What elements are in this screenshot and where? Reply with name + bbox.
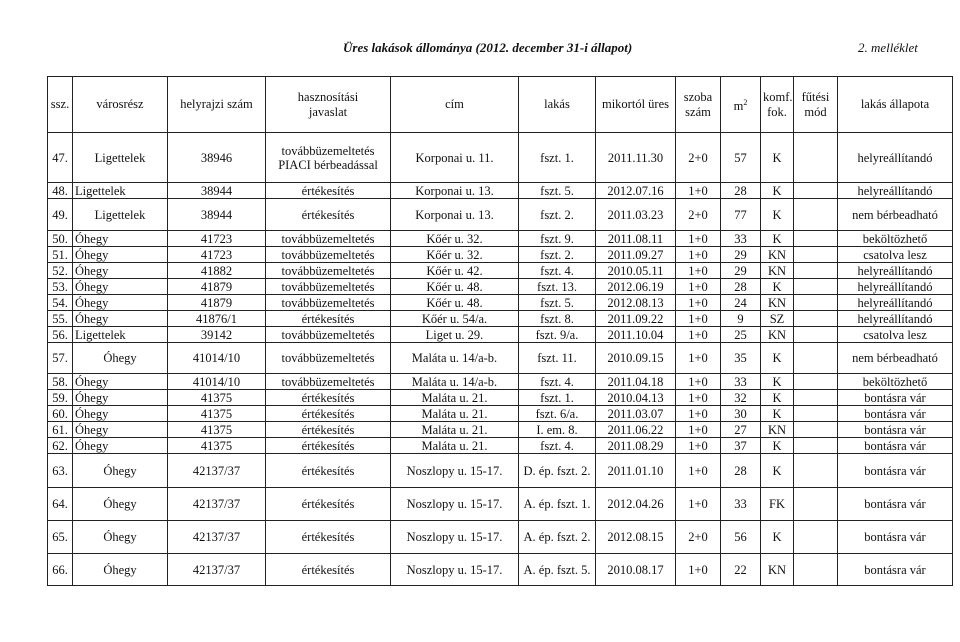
cell-komf: K xyxy=(761,231,794,247)
cell-komf: KN xyxy=(761,554,794,586)
vacant-flats-table xyxy=(47,76,953,586)
cell-hrsz: 39142 xyxy=(168,327,266,343)
cell-cim: Maláta u. 14/a-b. xyxy=(391,343,519,374)
cell-mikortol: 2010.05.11 xyxy=(596,263,676,279)
table-row xyxy=(48,422,953,438)
cell-komf: KN xyxy=(761,295,794,311)
cell-m2: 33 xyxy=(721,488,761,521)
cell-cim: Korponai u. 11. xyxy=(391,133,519,183)
table-row xyxy=(48,343,953,374)
cell-cim: Noszlopy u. 15-17. xyxy=(391,488,519,521)
cell-varosresz: Óhegy xyxy=(73,231,168,247)
cell-mikortol: 2010.09.15 xyxy=(596,343,676,374)
cell-lakas: fszt. 4. xyxy=(519,438,596,454)
cell-allapot: bontásra vár xyxy=(838,454,953,488)
cell-hasznositas: értékesítés xyxy=(266,438,391,454)
cell-futes xyxy=(794,279,838,295)
cell-m2: 33 xyxy=(721,374,761,390)
cell-allapot: helyreállítandó xyxy=(838,311,953,327)
cell-lakas: fszt. 9. xyxy=(519,231,596,247)
cell-komf: FK xyxy=(761,488,794,521)
table-row xyxy=(48,311,953,327)
cell-futes xyxy=(794,390,838,406)
table-row xyxy=(48,327,953,343)
cell-komf: K xyxy=(761,199,794,231)
cell-szoba: 1+0 xyxy=(676,406,721,422)
cell-ssz: 64. xyxy=(48,488,73,521)
cell-m2: 29 xyxy=(721,247,761,263)
cell-m2: 9 xyxy=(721,311,761,327)
col-allapot: lakás állapota xyxy=(838,77,953,133)
cell-ssz: 50. xyxy=(48,231,73,247)
cell-varosresz: Óhegy xyxy=(73,390,168,406)
cell-cim: Noszlopy u. 15-17. xyxy=(391,454,519,488)
cell-hrsz: 42137/37 xyxy=(168,488,266,521)
col-mikortol: mikortól üres xyxy=(596,77,676,133)
cell-ssz: 48. xyxy=(48,183,73,199)
cell-ssz: 58. xyxy=(48,374,73,390)
cell-varosresz: Ligettelek xyxy=(73,327,168,343)
cell-ssz: 62. xyxy=(48,438,73,454)
cell-szoba: 1+0 xyxy=(676,454,721,488)
cell-ssz: 49. xyxy=(48,199,73,231)
cell-m2: 33 xyxy=(721,231,761,247)
cell-m2: 28 xyxy=(721,279,761,295)
table-body xyxy=(48,133,953,586)
cell-lakas: fszt. 1. xyxy=(519,133,596,183)
col-hrsz: helyrajzi szám xyxy=(168,77,266,133)
table-row xyxy=(48,406,953,422)
cell-komf: K xyxy=(761,279,794,295)
cell-mikortol: 2011.08.29 xyxy=(596,438,676,454)
cell-hasznositas: értékesítés xyxy=(266,422,391,438)
table-row xyxy=(48,454,953,488)
cell-hrsz: 38944 xyxy=(168,199,266,231)
col-lakas: lakás xyxy=(519,77,596,133)
cell-lakas: A. ép. fszt. 1. xyxy=(519,488,596,521)
cell-szoba: 1+0 xyxy=(676,295,721,311)
cell-komf: K xyxy=(761,343,794,374)
cell-allapot: csatolva lesz xyxy=(838,247,953,263)
cell-futes xyxy=(794,488,838,521)
cell-futes xyxy=(794,183,838,199)
cell-hrsz: 41375 xyxy=(168,438,266,454)
cell-lakas: fszt. 9/a. xyxy=(519,327,596,343)
cell-cim: Kőér u. 48. xyxy=(391,295,519,311)
cell-lakas: I. em. 8. xyxy=(519,422,596,438)
cell-lakas: fszt. 8. xyxy=(519,311,596,327)
cell-varosresz: Óhegy xyxy=(73,343,168,374)
cell-hrsz: 42137/37 xyxy=(168,521,266,554)
cell-komf: KN xyxy=(761,263,794,279)
cell-allapot: nem bérbeadható xyxy=(838,199,953,231)
cell-mikortol: 2011.04.18 xyxy=(596,374,676,390)
table-row xyxy=(48,247,953,263)
document-title: Üres lakások állománya (2012. december 31-i állapot) xyxy=(343,40,633,55)
cell-szoba: 1+0 xyxy=(676,247,721,263)
cell-ssz: 57. xyxy=(48,343,73,374)
cell-cim: Maláta u. 14/a-b. xyxy=(391,374,519,390)
cell-allapot: bontásra vár xyxy=(838,438,953,454)
cell-futes xyxy=(794,438,838,454)
cell-allapot: bontásra vár xyxy=(838,422,953,438)
cell-futes xyxy=(794,374,838,390)
cell-cim: Kőér u. 48. xyxy=(391,279,519,295)
cell-varosresz: Ligettelek xyxy=(73,133,168,183)
col-komf: komf. fok. xyxy=(761,77,794,133)
cell-hrsz: 38944 xyxy=(168,183,266,199)
cell-komf: K xyxy=(761,390,794,406)
cell-cim: Liget u. 29. xyxy=(391,327,519,343)
cell-komf: K xyxy=(761,438,794,454)
cell-varosresz: Óhegy xyxy=(73,295,168,311)
col-varosresz: városrész xyxy=(73,77,168,133)
cell-komf: SZ xyxy=(761,311,794,327)
col-cim: cím xyxy=(391,77,519,133)
cell-hrsz: 41723 xyxy=(168,247,266,263)
cell-hasznositas: értékesítés xyxy=(266,390,391,406)
cell-ssz: 65. xyxy=(48,521,73,554)
cell-mikortol: 2011.08.11 xyxy=(596,231,676,247)
cell-mikortol: 2012.04.26 xyxy=(596,488,676,521)
col-m2: $m^2$ xyxy=(721,77,761,133)
cell-mikortol: 2012.08.13 xyxy=(596,295,676,311)
cell-allapot: csatolva lesz xyxy=(838,327,953,343)
cell-szoba: 1+0 xyxy=(676,279,721,295)
cell-komf: K xyxy=(761,133,794,183)
cell-mikortol: 2012.07.16 xyxy=(596,183,676,199)
cell-hasznositas: értékesítés xyxy=(266,311,391,327)
cell-m2: 35 xyxy=(721,343,761,374)
cell-szoba: 1+0 xyxy=(676,263,721,279)
cell-m2: 28 xyxy=(721,454,761,488)
cell-cim: Kőér u. 42. xyxy=(391,263,519,279)
cell-ssz: 51. xyxy=(48,247,73,263)
cell-varosresz: Óhegy xyxy=(73,263,168,279)
cell-m2: 37 xyxy=(721,438,761,454)
cell-allapot: helyreállítandó xyxy=(838,279,953,295)
cell-cim: Maláta u. 21. xyxy=(391,406,519,422)
cell-szoba: 1+0 xyxy=(676,374,721,390)
cell-lakas: fszt. 4. xyxy=(519,263,596,279)
cell-hasznositas: értékesítés xyxy=(266,521,391,554)
cell-hrsz: 41375 xyxy=(168,406,266,422)
cell-cim: Kőér u. 32. xyxy=(391,231,519,247)
cell-mikortol: 2012.06.19 xyxy=(596,279,676,295)
cell-mikortol: 2011.06.22 xyxy=(596,422,676,438)
cell-szoba: 1+0 xyxy=(676,343,721,374)
table-row xyxy=(48,183,953,199)
cell-futes xyxy=(794,422,838,438)
cell-ssz: 66. xyxy=(48,554,73,586)
cell-mikortol: 2011.03.23 xyxy=(596,199,676,231)
cell-hrsz: 41723 xyxy=(168,231,266,247)
cell-komf: KN xyxy=(761,327,794,343)
cell-ssz: 53. xyxy=(48,279,73,295)
cell-m2: 29 xyxy=(721,263,761,279)
cell-hrsz: 41375 xyxy=(168,390,266,406)
table-row xyxy=(48,133,953,183)
cell-lakas: fszt. 1. xyxy=(519,390,596,406)
table-row xyxy=(48,488,953,521)
cell-lakas: fszt. 5. xyxy=(519,295,596,311)
cell-hasznositas: értékesítés xyxy=(266,454,391,488)
cell-hrsz: 41014/10 xyxy=(168,343,266,374)
cell-cim: Maláta u. 21. xyxy=(391,422,519,438)
cell-komf: K xyxy=(761,183,794,199)
cell-mikortol: 2011.03.07 xyxy=(596,406,676,422)
cell-hasznositas: továbbüzemeltetés xyxy=(266,231,391,247)
cell-hrsz: 41375 xyxy=(168,422,266,438)
cell-komf: KN xyxy=(761,422,794,438)
cell-ssz: 59. xyxy=(48,390,73,406)
cell-allapot: nem bérbeadható xyxy=(838,343,953,374)
cell-mikortol: 2010.08.17 xyxy=(596,554,676,586)
cell-cim: Noszlopy u. 15-17. xyxy=(391,554,519,586)
cell-szoba: 1+0 xyxy=(676,422,721,438)
cell-allapot: bontásra vár xyxy=(838,406,953,422)
cell-allapot: beköltözhető xyxy=(838,231,953,247)
cell-szoba: 1+0 xyxy=(676,488,721,521)
cell-mikortol: 2010.04.13 xyxy=(596,390,676,406)
cell-allapot: helyreállítandó xyxy=(838,183,953,199)
cell-allapot: bontásra vár xyxy=(838,554,953,586)
cell-allapot: bontásra vár xyxy=(838,521,953,554)
cell-allapot: bontásra vár xyxy=(838,488,953,521)
cell-futes xyxy=(794,231,838,247)
cell-m2: 22 xyxy=(721,554,761,586)
cell-lakas: A. ép. fszt. 2. xyxy=(519,521,596,554)
cell-ssz: 60. xyxy=(48,406,73,422)
cell-szoba: 2+0 xyxy=(676,199,721,231)
cell-varosresz: Óhegy xyxy=(73,374,168,390)
cell-hrsz: 41882 xyxy=(168,263,266,279)
annex-label: 2. melléklet xyxy=(858,40,918,55)
cell-hasznositas: továbbüzemeltetés xyxy=(266,263,391,279)
cell-szoba: 1+0 xyxy=(676,327,721,343)
cell-hasznositas: továbbüzemeltetés xyxy=(266,327,391,343)
cell-varosresz: Óhegy xyxy=(73,438,168,454)
cell-m2: 57 xyxy=(721,133,761,183)
cell-varosresz: Óhegy xyxy=(73,311,168,327)
table-row xyxy=(48,438,953,454)
cell-mikortol: 2012.08.15 xyxy=(596,521,676,554)
cell-hasznositas: továbbüzemeltetés PIACI bérbeadással xyxy=(266,133,391,183)
cell-szoba: 1+0 xyxy=(676,390,721,406)
cell-futes xyxy=(794,247,838,263)
cell-hasznositas: továbbüzemeltetés xyxy=(266,247,391,263)
cell-hrsz: 41014/10 xyxy=(168,374,266,390)
cell-varosresz: Óhegy xyxy=(73,406,168,422)
cell-varosresz: Óhegy xyxy=(73,279,168,295)
cell-varosresz: Óhegy xyxy=(73,454,168,488)
cell-hasznositas: továbbüzemeltetés xyxy=(266,374,391,390)
table-row xyxy=(48,295,953,311)
cell-futes xyxy=(794,327,838,343)
cell-varosresz: Ligettelek xyxy=(73,183,168,199)
cell-szoba: 1+0 xyxy=(676,183,721,199)
cell-hrsz: 42137/37 xyxy=(168,554,266,586)
cell-hasznositas: értékesítés xyxy=(266,488,391,521)
cell-futes xyxy=(794,133,838,183)
cell-varosresz: Ligettelek xyxy=(73,199,168,231)
cell-lakas: fszt. 11. xyxy=(519,343,596,374)
cell-lakas: A. ép. fszt. 5. xyxy=(519,554,596,586)
cell-mikortol: 2011.09.27 xyxy=(596,247,676,263)
cell-hasznositas: továbbüzemeltetés xyxy=(266,295,391,311)
cell-m2: 56 xyxy=(721,521,761,554)
col-hasznositas: hasznosítási javaslat xyxy=(266,77,391,133)
cell-allapot: helyreállítandó xyxy=(838,263,953,279)
cell-m2: 32 xyxy=(721,390,761,406)
cell-cim: Korponai u. 13. xyxy=(391,199,519,231)
cell-szoba: 2+0 xyxy=(676,521,721,554)
cell-komf: K xyxy=(761,406,794,422)
table-row xyxy=(48,263,953,279)
cell-szoba: 1+0 xyxy=(676,438,721,454)
cell-komf: K xyxy=(761,521,794,554)
cell-hrsz: 41876/1 xyxy=(168,311,266,327)
col-szoba: szoba szám xyxy=(676,77,721,133)
cell-ssz: 61. xyxy=(48,422,73,438)
cell-hasznositas: továbbüzemeltetés xyxy=(266,343,391,374)
cell-varosresz: Óhegy xyxy=(73,554,168,586)
cell-hrsz: 42137/37 xyxy=(168,454,266,488)
cell-cim: Kőér u. 32. xyxy=(391,247,519,263)
table-row xyxy=(48,521,953,554)
cell-ssz: 56. xyxy=(48,327,73,343)
cell-m2: 30 xyxy=(721,406,761,422)
cell-cim: Maláta u. 21. xyxy=(391,438,519,454)
cell-lakas: fszt. 13. xyxy=(519,279,596,295)
cell-hrsz: 41879 xyxy=(168,279,266,295)
cell-m2: 77 xyxy=(721,199,761,231)
cell-futes xyxy=(794,343,838,374)
cell-futes xyxy=(794,199,838,231)
cell-m2: 28 xyxy=(721,183,761,199)
cell-varosresz: Óhegy xyxy=(73,521,168,554)
cell-cim: Kőér u. 54/a. xyxy=(391,311,519,327)
cell-hasznositas: értékesítés xyxy=(266,183,391,199)
cell-m2: 24 xyxy=(721,295,761,311)
cell-komf: K xyxy=(761,374,794,390)
cell-m2: 25 xyxy=(721,327,761,343)
cell-varosresz: Óhegy xyxy=(73,422,168,438)
cell-futes xyxy=(794,311,838,327)
cell-hasznositas: értékesítés xyxy=(266,554,391,586)
cell-ssz: 54. xyxy=(48,295,73,311)
cell-futes xyxy=(794,295,838,311)
cell-allapot: helyreállítandó xyxy=(838,295,953,311)
cell-allapot: beköltözhető xyxy=(838,374,953,390)
cell-cim: Maláta u. 21. xyxy=(391,390,519,406)
cell-hasznositas: továbbüzemeltetés xyxy=(266,279,391,295)
cell-komf: KN xyxy=(761,247,794,263)
col-ssz: ssz. xyxy=(48,77,73,133)
cell-varosresz: Óhegy xyxy=(73,247,168,263)
cell-futes xyxy=(794,406,838,422)
cell-lakas: fszt. 4. xyxy=(519,374,596,390)
cell-szoba: 1+0 xyxy=(676,554,721,586)
cell-hasznositas: értékesítés xyxy=(266,199,391,231)
cell-ssz: 55. xyxy=(48,311,73,327)
cell-hrsz: 41879 xyxy=(168,295,266,311)
cell-komf: K xyxy=(761,454,794,488)
cell-ssz: 52. xyxy=(48,263,73,279)
cell-lakas: fszt. 2. xyxy=(519,247,596,263)
cell-futes xyxy=(794,263,838,279)
cell-szoba: 1+0 xyxy=(676,231,721,247)
cell-futes xyxy=(794,554,838,586)
cell-lakas: fszt. 6/a. xyxy=(519,406,596,422)
cell-allapot: helyreállítandó xyxy=(838,133,953,183)
table-row xyxy=(48,199,953,231)
cell-varosresz: Óhegy xyxy=(73,488,168,521)
table-row xyxy=(48,374,953,390)
col-futes: fűtési mód xyxy=(794,77,838,133)
cell-futes xyxy=(794,521,838,554)
cell-lakas: fszt. 5. xyxy=(519,183,596,199)
cell-mikortol: 2011.09.22 xyxy=(596,311,676,327)
cell-m2: 27 xyxy=(721,422,761,438)
table-row xyxy=(48,231,953,247)
table-row xyxy=(48,279,953,295)
cell-szoba: 1+0 xyxy=(676,311,721,327)
cell-ssz: 47. xyxy=(48,133,73,183)
cell-mikortol: 2011.11.30 xyxy=(596,133,676,183)
cell-ssz: 63. xyxy=(48,454,73,488)
cell-mikortol: 2011.10.04 xyxy=(596,327,676,343)
header-row xyxy=(48,77,953,133)
cell-allapot: bontásra vár xyxy=(838,390,953,406)
cell-futes xyxy=(794,454,838,488)
cell-hrsz: 38946 xyxy=(168,133,266,183)
cell-cim: Noszlopy u. 15-17. xyxy=(391,521,519,554)
cell-lakas: D. ép. fszt. 2. xyxy=(519,454,596,488)
cell-cim: Korponai u. 13. xyxy=(391,183,519,199)
table-row xyxy=(48,390,953,406)
cell-szoba: 2+0 xyxy=(676,133,721,183)
cell-mikortol: 2011.01.10 xyxy=(596,454,676,488)
cell-lakas: fszt. 2. xyxy=(519,199,596,231)
cell-hasznositas: értékesítés xyxy=(266,406,391,422)
table-row xyxy=(48,554,953,586)
